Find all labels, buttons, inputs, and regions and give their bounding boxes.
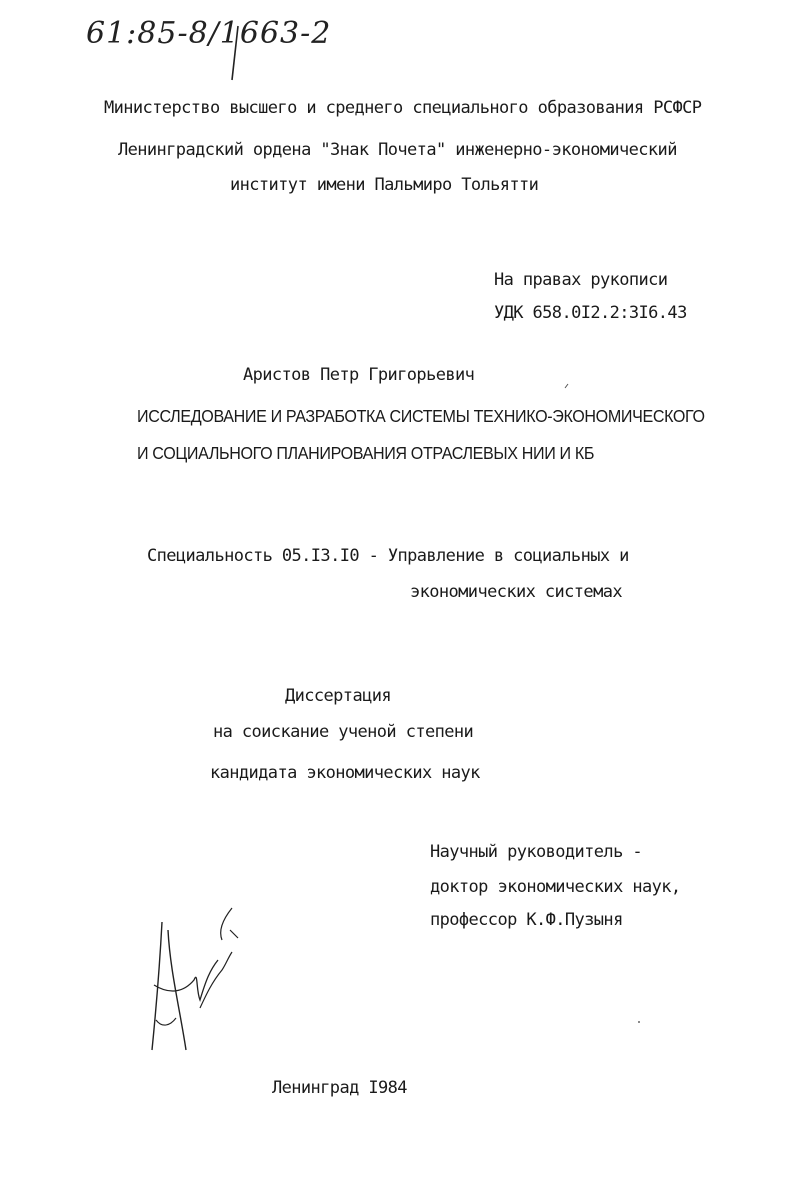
author-name: Аристов Петр Григорьевич bbox=[243, 365, 475, 385]
dissertation-field: кандидата экономических наук bbox=[210, 763, 480, 783]
supervisor-role: Научный руководитель - bbox=[430, 842, 642, 862]
udk-code: УДК 658.0I2.2:3I6.43 bbox=[494, 303, 687, 323]
institute-line-2: институт имени Пальмиро Тольятти bbox=[230, 175, 539, 195]
supervisor-name: профессор К.Ф.Пузыня bbox=[430, 910, 623, 930]
scan-speck bbox=[563, 382, 571, 390]
dissertation-degree: на соискание ученой степени bbox=[213, 722, 474, 742]
specialty-line-1: Специальность 05.I3.I0 - Управление в социальных и bbox=[147, 546, 629, 566]
thesis-title-line-2: И СОЦИАЛЬНОГО ПЛАНИРОВАНИЯ ОТРАСЛЕВЫХ НИИ И КБ bbox=[137, 443, 595, 463]
supervisor-degree: доктор экономических наук, bbox=[430, 877, 681, 897]
scan-speck bbox=[636, 1019, 642, 1025]
thesis-title-line-1: ИССЛЕДОВАНИЕ И РАЗРАБОТКА СИСТЕМЫ ТЕХНИКО-ЭКОНОМИЧЕСКОГО bbox=[137, 406, 705, 426]
author-signature bbox=[140, 900, 250, 1060]
ministry-line: Министерство высшего и среднего специального образования РСФСР bbox=[104, 98, 702, 118]
archive-code-slash-mark bbox=[226, 24, 246, 84]
institute-line-1: Ленинградский ордена "Знак Почета" инженерно-экономический bbox=[118, 140, 677, 160]
place-and-year: Ленинград I984 bbox=[272, 1078, 407, 1098]
dissertation-label: Диссертация bbox=[285, 686, 391, 706]
manuscript-rights: На правах рукописи bbox=[494, 270, 668, 290]
archive-code: 61:85-8/1663-2 bbox=[86, 16, 332, 51]
specialty-line-2: экономических системах bbox=[410, 582, 622, 602]
